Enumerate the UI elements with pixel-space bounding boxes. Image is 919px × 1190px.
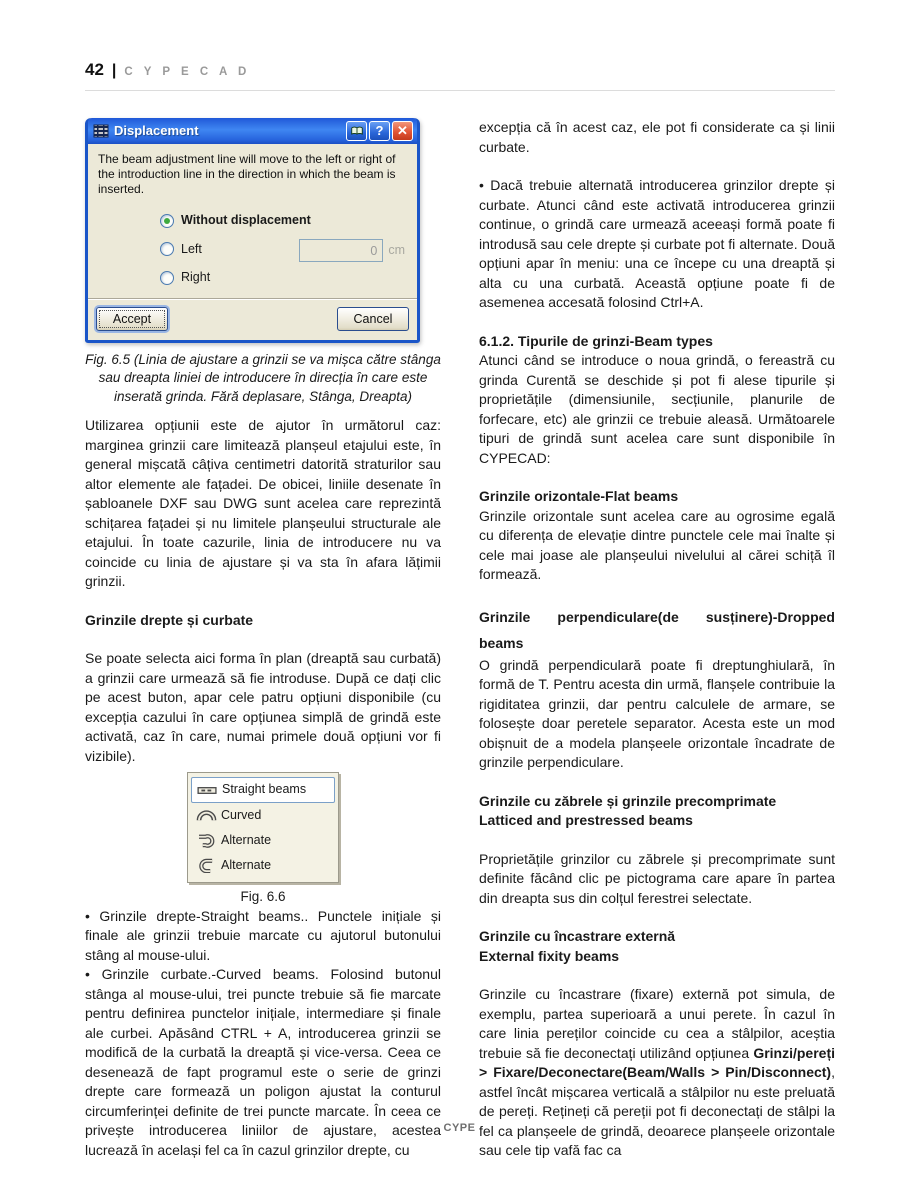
- fig66-block: [85, 772, 441, 907]
- two-column-layout: [85, 118, 835, 1161]
- dialog-message: The beam adjustment line will move to the left or right of the introduction line in the direction in which the beam is inserted.: [98, 152, 396, 196]
- book-icon: [350, 125, 364, 137]
- radio-left[interactable]: Left: [160, 240, 407, 260]
- dialog-button-row: [88, 298, 417, 340]
- menu-item-alternate-1[interactable]: Alternate: [191, 828, 335, 853]
- bullet-paragraph: • Grinzile drepte-Straight beams.. Punctele inițiale și finale ale grinzii trebuie marcate cu ajutorul butonului stâng al mouse-ului.: [85, 907, 441, 963]
- menu-item-curved[interactable]: Curved: [191, 803, 335, 828]
- straight-beam-icon: [196, 783, 222, 798]
- cancel-button[interactable]: Cancel: [337, 307, 409, 331]
- menu-item-straight-beams[interactable]: Straight beams: [191, 777, 335, 803]
- radio-unselected-icon: [160, 242, 174, 256]
- paragraph: O grindă perpendiculară poate fi dreptunghiulară, în formă de T. Pentru acesta din urmă, flanșele contribuie la rigiditatea grinzii, dar pentru calculele de armare, se folosește doar peretele separator. Acesta este un mod obișnuit de a modela planșeele orizontale încadrate de grinzile perpendiculare.: [479, 656, 835, 770]
- section-heading-straight-curved: Grinzile drepte și curbate: [85, 611, 254, 628]
- section-heading-flat-beams: Grinzile orizontale-Flat beams: [479, 488, 679, 504]
- bullet-paragraph: • Grinzile curbate.-Curved beams. Folosind butonul stânga al mouse-ului, trei puncte trebuie să fie marcate pentru definirea punctelor inițiale, intermediare și finale ale curbei. Apăsând CTRL + A, introducerea grinzii se modifică de la curbată la dreaptă și vice-versa. Ceea ce desenează de fapt programul este o serie de grinzi drepte care formează un poligon ajustat la conturul circumferinței definite de trei puncte marcate. În ceea ce privește introducerea liniilor de ajustare, acestea lucrează în același fel ca în cazul grinzilor drepte, cu: [85, 966, 441, 1158]
- displacement-input[interactable]: [299, 239, 383, 262]
- unit-label: cm: [388, 242, 405, 257]
- beams-menu: [187, 772, 339, 883]
- section-heading-fixity-ro: Grinzile cu încastrare externă: [479, 928, 676, 944]
- help-button[interactable]: [369, 121, 390, 141]
- left-column: [85, 118, 441, 1161]
- paragraph: Atunci când se introduce o noua grindă, o fereastră cu grinda Curentă se deschide și pot fi alese tipurile și proprietățile (dimensiunile, secțiunile, planurile de forfecare, etc) ale grinzii ce trebuie aleasă. Următoarele tipuri de grindă sunt acelea care sunt disponibile în CYPECAD:: [479, 352, 835, 466]
- header-separator: |: [111, 62, 117, 79]
- question-mark-icon: ?: [375, 123, 384, 139]
- menu-item-alternate-2[interactable]: Alternate: [191, 853, 335, 878]
- paragraph-text: , astfel încât mișcarea verticală a stâlpilor nu este preluată de pereți. Rețineți că pereții pot fi deconectați de stâlpi la fel ca planșeele de grindă, deoarece planșeele orizontale sau cele tip vafă fac ca: [479, 1064, 835, 1158]
- section-heading-dropped-beams: Grinzile perpendiculare(de susținere)-Dropped beams: [479, 608, 835, 651]
- dialog-title: Displacement: [114, 123, 199, 139]
- paragraph-text: Grinzile cu încastrare (fixare) externă pot simula, de exemplu, partea superioară a unui perete. În cazul în care linia pereților coincide cu cea a stâlpilor, aceștia trebuie să fie deconectați utilizând opțiunea: [479, 986, 835, 1061]
- window-grid-icon: [93, 124, 109, 138]
- close-button[interactable]: [392, 121, 413, 141]
- page-number: 42: [85, 60, 104, 79]
- alternate-beam-right-icon: [195, 833, 221, 848]
- section-heading-latticed-ro: Grinzile cu zăbrele și grinzile precomprimate: [479, 792, 777, 809]
- radio-right[interactable]: Right: [160, 268, 407, 288]
- paragraph: excepția că în acest caz, ele pot fi considerate ca și linii curbate.: [479, 119, 835, 155]
- header-rule: [85, 90, 835, 91]
- paragraph: Utilizarea opțiunii este de ajutor în următorul caz: marginea grinzii care limitează planșeul etajului este, în general mișcată câțiva centimetri datorită straturilor sau altor elemente ale fațadei. De obicei, liniile desenate în șabloanele DXF sau DWG sunt acelea care reprezintă schițarea fațadei și nu limitele planșeului structurale ale etajului. În toate cazurile, linia de introducere nu va coincide cu linia de ajustare și va sta în afara lățimii grinzii.: [85, 417, 441, 589]
- menu-path-text: Grinzi/pereți > Fixare/Deconectare(Beam/Walls > Pin/Disconnect): [479, 1044, 835, 1080]
- close-icon: ✕: [397, 123, 408, 139]
- paragraph-with-bold: [479, 985, 835, 1161]
- section-heading-latticed-en: Latticed and prestressed beams: [479, 812, 693, 828]
- manual-book-button[interactable]: [346, 121, 367, 141]
- dialog-body: [88, 144, 417, 288]
- accept-button[interactable]: Accept: [96, 307, 168, 331]
- fig66-caption: Fig. 6.6: [240, 889, 286, 904]
- bullet-paragraph: • Dacă trebuie alternată introducerea grinzilor drepte și curbate. Atunci când este activată introducerea grinzii continue, o grindă care urmează aceeași formă poate fi introdusă sau cele drepte și curbate pot fi alternate. Două opțiuni apar în meniu: una ce începe cu una dreaptă și alta cu una curbată. Această opțiune poate fi de asemenea accesată folosind Ctrl+A.: [479, 177, 835, 310]
- right-column: [479, 118, 835, 1161]
- dialog-titlebar[interactable]: [88, 118, 417, 144]
- brand-text: C Y P E C A D: [124, 66, 251, 78]
- section-heading-beam-types: 6.1.2. Tipurile de grinzi-Beam types: [479, 332, 713, 349]
- paragraph: Proprietățile grinzilor cu zăbrele și precomprimate sunt definite făcând clic pe pictograma care apare în partea din dreapta sus din colțul ferestrei selectate.: [479, 850, 835, 906]
- page-header: [85, 60, 835, 91]
- radio-selected-icon: [160, 214, 174, 228]
- section-heading-fixity-en: External fixity beams: [479, 947, 620, 964]
- radio-without-displacement[interactable]: Without displacement: [160, 211, 407, 231]
- alternate-beam-left-icon: [195, 858, 221, 873]
- curved-beam-icon: [195, 808, 221, 823]
- fig65-caption: Fig. 6.5 (Linia de ajustare a grinzii se va mișca către stânga sau dreapta liniei de introducere în direcția în care este inserată grinda. Fără deplasare, Stânga, Dreapta): [85, 351, 441, 404]
- displacement-dialog: [85, 118, 420, 343]
- radio-unselected-icon: [160, 271, 174, 285]
- displacement-value-field: [299, 239, 405, 262]
- paragraph: Se poate selecta aici forma în plan (dreaptă sau curbată) a grinzii care urmează să fie introduse. După ce dați clic pe acest buton, apar cele patru opțiuni disponibile (cu excepția cazului în care opțiunea simplă de grindă este activată, caz în care, numai primele două opțiuni vor fi vizibile).: [85, 650, 441, 764]
- footer-brand: CYPE: [443, 1122, 476, 1134]
- paragraph: Grinzile orizontale sunt acelea care au ogrosime egală cu diferența de elevație dintre punctele cele mai înalte și cele mai joase ale planșeului nivelului al cărei schiță îl formează.: [479, 507, 835, 582]
